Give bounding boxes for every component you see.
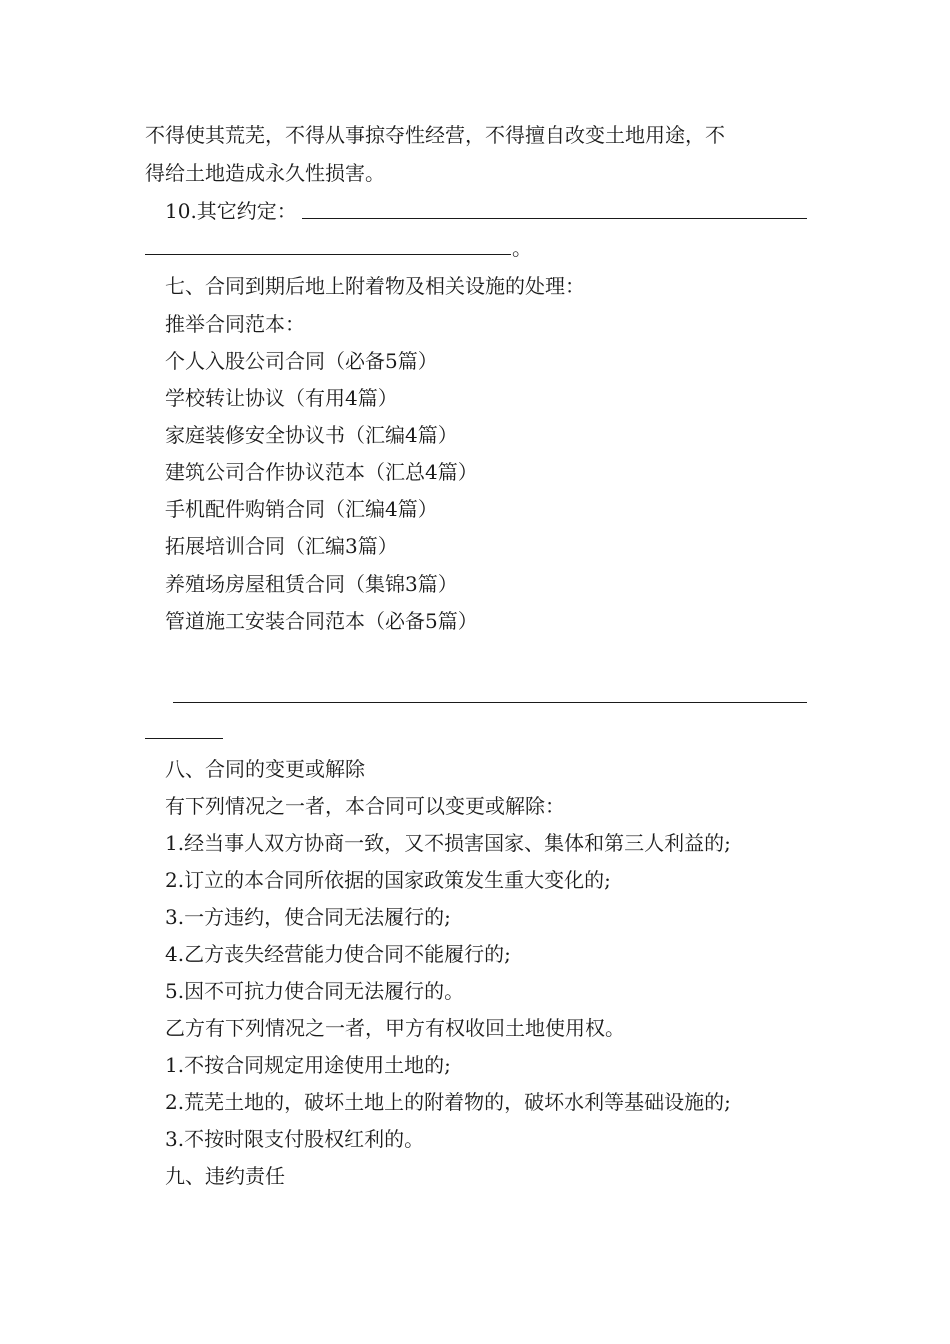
paragraph-line: 不得使其荒芜，不得从事掠夺性经营，不得擅自改变土地用途，不	[145, 123, 725, 147]
sentence-end: 。	[512, 236, 532, 260]
condition-item: 3.一方违约，使合同无法履行的;	[165, 905, 451, 929]
paragraph-line: 得给土地造成永久性损害。	[145, 161, 385, 185]
recommended-contract-item: 拓展培训合同（汇编3篇）	[165, 534, 398, 558]
recommended-contract-item: 养殖场房屋租赁合同（集锦3篇）	[165, 572, 458, 596]
other-agreement-label: 10.其它约定：	[165, 199, 297, 223]
fill-in-blank	[173, 702, 807, 703]
reclaim-condition-item: 2.荒芜土地的，破坏土地上的附着物的，破坏水利等基础设施的;	[165, 1090, 731, 1114]
recommended-contract-item: 手机配件购销合同（汇编4篇）	[165, 497, 438, 521]
fill-in-blank	[145, 254, 511, 255]
recommended-contract-item: 学校转让协议（有用4篇）	[165, 386, 398, 410]
recommended-contract-item: 建筑公司合作协议范本（汇总4篇）	[165, 460, 478, 484]
recommend-label: 推举合同范本：	[165, 312, 305, 336]
recommended-contract-item: 管道施工安装合同范本（必备5篇）	[165, 609, 478, 633]
fill-in-blank	[145, 738, 223, 739]
condition-item: 1.经当事人双方协商一致，又不损害国家、集体和第三人利益的;	[165, 831, 731, 855]
other-agreement-line	[165, 197, 297, 225]
recommended-contract-item: 个人入股公司合同（必备5篇）	[165, 349, 438, 373]
condition-item: 5.因不可抗力使合同无法履行的。	[165, 979, 465, 1003]
reclaim-condition-item: 3.不按时限支付股权红利的。	[165, 1127, 425, 1151]
recommended-contract-item: 家庭装修安全协议书（汇编4篇）	[165, 423, 458, 447]
section-heading: 八、合同的变更或解除	[165, 757, 365, 781]
reclaim-condition-item: 1.不按合同规定用途使用土地的;	[165, 1053, 451, 1077]
section-heading: 九、违约责任	[165, 1164, 285, 1188]
fill-in-blank	[302, 218, 807, 219]
paragraph-line: 有下列情况之一者，本合同可以变更或解除：	[165, 794, 565, 818]
paragraph-line: 乙方有下列情况之一者，甲方有权收回土地使用权。	[165, 1016, 625, 1040]
condition-item: 4.乙方丧失经营能力使合同不能履行的;	[165, 942, 511, 966]
section-heading: 七、合同到期后地上附着物及相关设施的处理：	[165, 274, 585, 298]
condition-item: 2.订立的本合同所依据的国家政策发生重大变化的;	[165, 868, 611, 892]
